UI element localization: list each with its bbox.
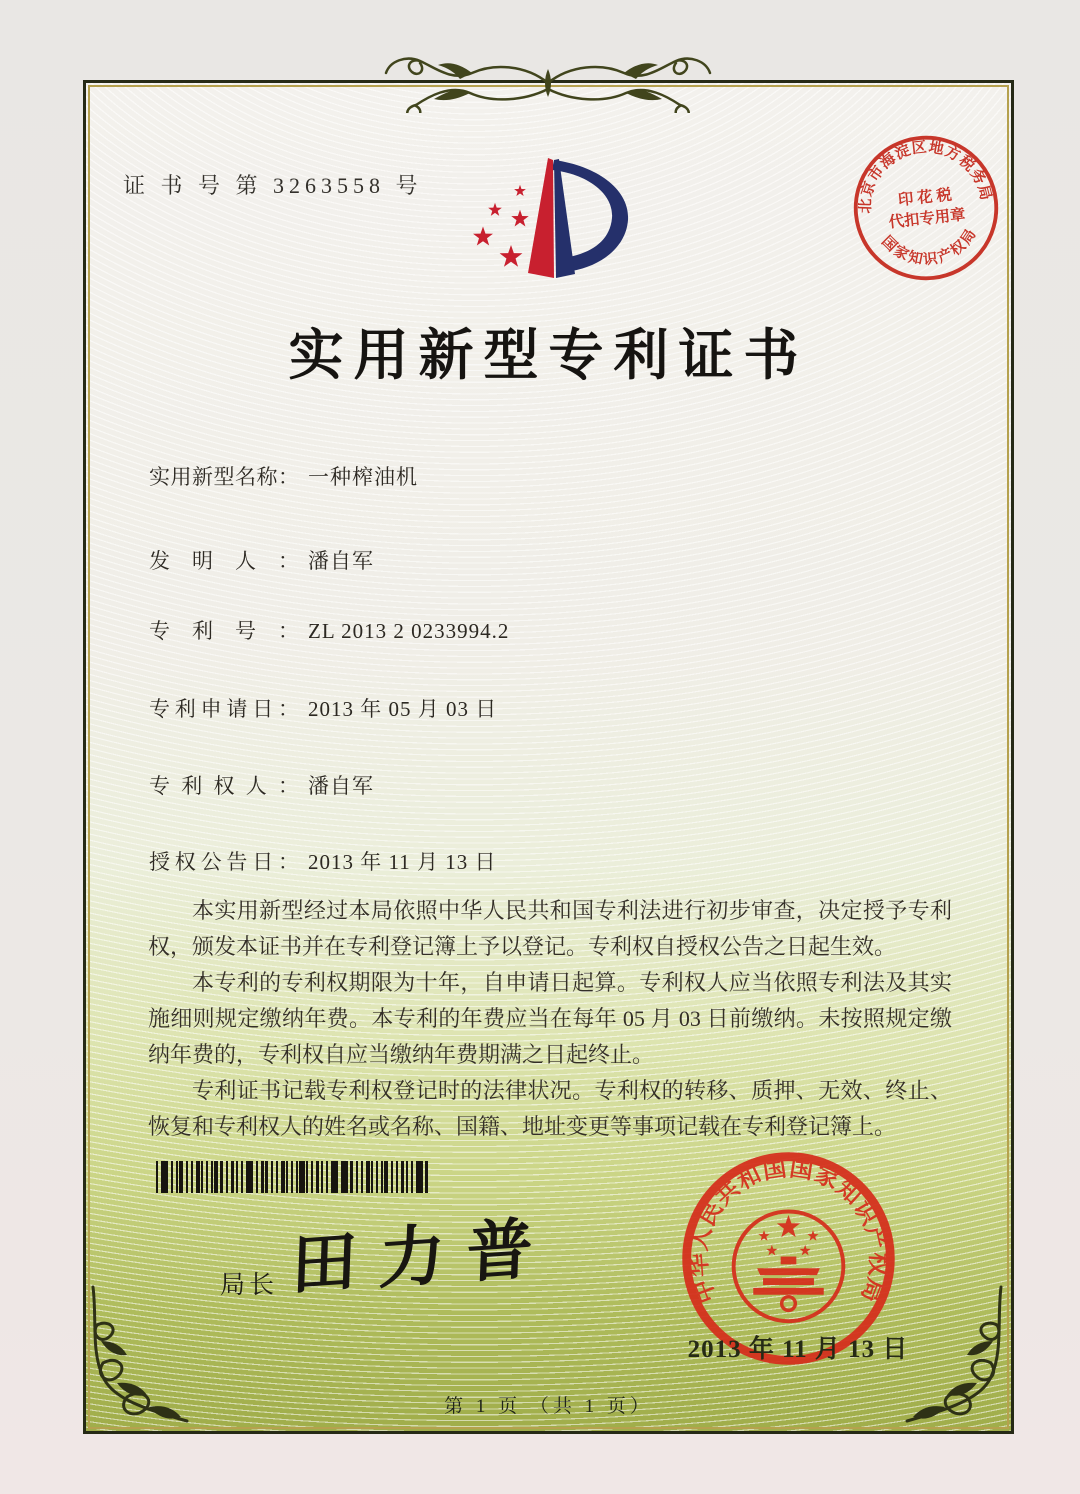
- star-icon: [511, 210, 528, 227]
- dragon-scroll-ornament-icon: [376, 53, 720, 113]
- certificate-number: 证 书 号 第 3263558 号: [123, 173, 423, 198]
- tax-stamp-inner-text: 国家知识产权局: [878, 225, 981, 269]
- star-icon: [488, 203, 502, 216]
- body-paragraph: 本实用新型经过本局依照中华人民共和国专利法进行初步审查，决定授予专利权，颁发本证书并在专利登记簿上予以登记。专利权自授权公告之日起生效。: [148, 898, 952, 959]
- field-row-filing-date: [149, 693, 497, 723]
- field-label: 专利权人：: [149, 774, 299, 798]
- field-label: 发明人：: [149, 549, 299, 573]
- tax-stamp-line2: 代扣专用章: [887, 206, 967, 232]
- field-row-grant-date: [149, 846, 496, 876]
- field-row-patentee: [149, 770, 374, 800]
- logo-red-wedge: [528, 158, 554, 278]
- tax-stamp: [841, 123, 1010, 292]
- field-value: 2013 年 11 月 13 日: [308, 850, 497, 874]
- barcode: [156, 1161, 428, 1193]
- field-row-utility-model-name: [149, 461, 418, 491]
- field-value: 2013 年 05 月 03 日: [308, 697, 498, 721]
- field-label: 授权公告日：: [149, 850, 299, 874]
- body-paragraph: 本专利的专利权期限为十年，自申请日起算。专利权人应当依照专利法及其实施细则规定缴纳年费。本专利的年费应当在每年 05 月 03 日前缴纳。未按照规定缴纳年费的，专利权自应当缴纳年费期满之日起终止。: [148, 970, 952, 1067]
- commissioner-signature: 田力普: [289, 1211, 556, 1304]
- star-icon: [514, 185, 526, 196]
- field-value: 潘自军: [308, 774, 374, 798]
- star-icon: [473, 227, 493, 246]
- field-value: 一种榨油机: [308, 465, 418, 489]
- field-row-inventor: [149, 545, 374, 575]
- field-row-patent-number: [149, 615, 509, 645]
- field-value: ZL 2013 2 0233994.2: [308, 619, 510, 643]
- tax-stamp-outer-text: 北京市海淀区地方税务局: [857, 139, 994, 214]
- certificate-title: 实用新型专利证书: [288, 325, 809, 386]
- certificate-frame: [83, 80, 1014, 1434]
- tax-stamp-line1: 印 花 税: [897, 186, 953, 210]
- legal-text-block: [148, 893, 952, 1145]
- seal-date: 2013 年 11 月 13 日: [687, 1336, 909, 1363]
- star-icon: [500, 245, 523, 267]
- national-emblem-icon: [734, 1212, 844, 1322]
- field-label: 专利号：: [149, 619, 299, 643]
- page-footer: 第 1 页 （共 1 页）: [444, 1396, 653, 1417]
- logo-navy-wedge: [554, 159, 575, 278]
- commissioner-label: 局长: [220, 1272, 279, 1299]
- cnipa-patent-logo: [458, 149, 658, 291]
- seal-arc-text: 中华人民共和国国家知识产权局: [685, 1155, 892, 1307]
- field-label: 专利申请日：: [149, 697, 299, 721]
- field-value: 潘自军: [308, 549, 374, 573]
- field-label: 实用新型名称：: [149, 465, 299, 489]
- body-paragraph: 专利证书记载专利权登记时的法律状况。专利权的转移、质押、无效、终止、恢复和专利权人的姓名或名称、国籍、地址变更等事项记载在专利登记簿上。: [148, 1078, 952, 1139]
